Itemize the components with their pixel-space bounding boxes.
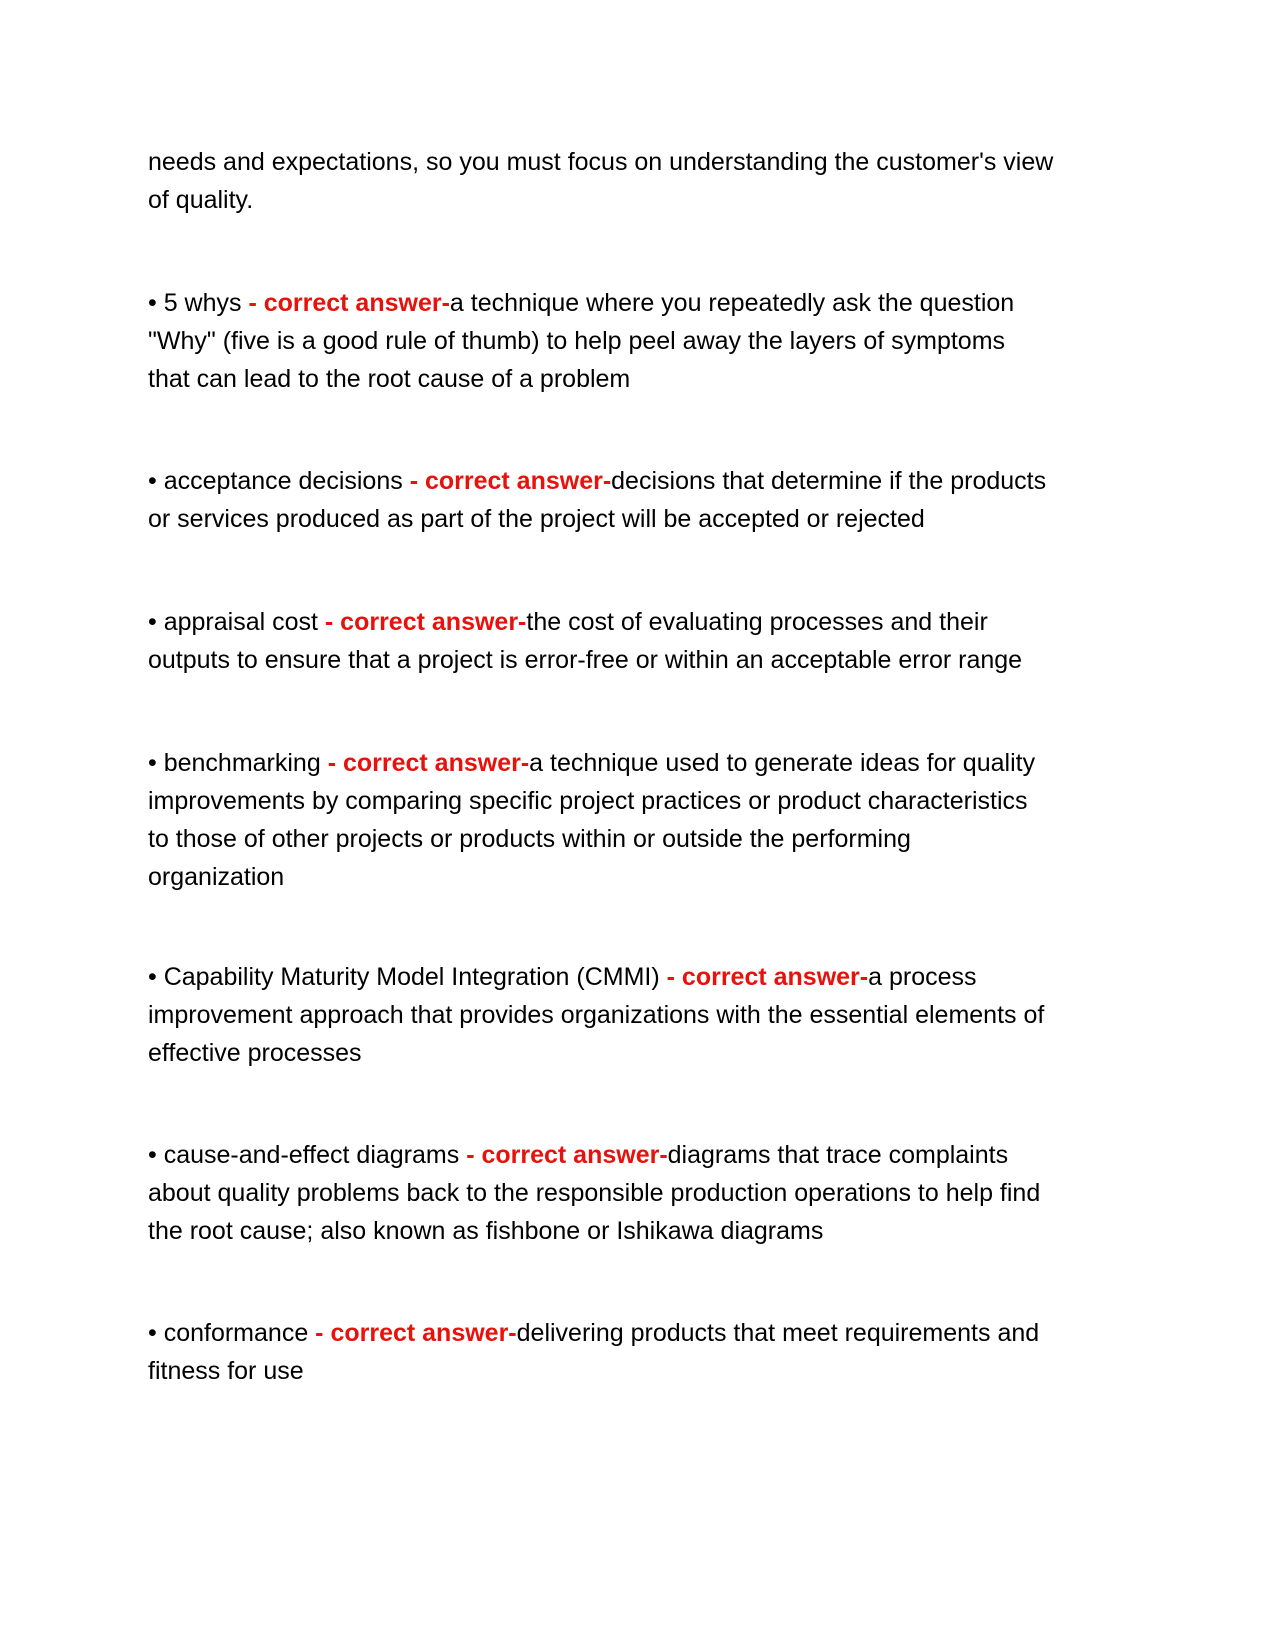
definition-line: improvement approach that provides organizations with the essential elements of — [148, 1001, 1045, 1029]
entry-definition: diagrams that trace complaints — [667, 1141, 1009, 1169]
glossary-entry-acceptance-decisions — [148, 462, 1133, 538]
text-line: of quality. — [148, 186, 254, 214]
entry-definition: a technique where you repeatedly ask the question — [449, 289, 1015, 317]
entry-term: • acceptance decisions — [148, 467, 410, 495]
definition-line: about quality problems back to the responsible production operations to help find — [148, 1179, 1041, 1207]
entry-term: • 5 whys — [148, 289, 249, 317]
definition-line: the root cause; also known as fishbone or Ishikawa diagrams — [148, 1217, 824, 1245]
entry-definition: a process — [868, 963, 977, 991]
entry-definition: delivering products that meet requirements and — [516, 1319, 1040, 1347]
answer-separator: - correct answer- — [315, 1319, 517, 1347]
definition-line: outputs to ensure that a project is error-free or within an acceptable error range — [148, 646, 1023, 674]
answer-separator: - correct answer- — [248, 289, 450, 317]
definition-line: improvements by comparing specific project practices or product characteristics — [148, 787, 1028, 815]
definition-line: that can lead to the root cause of a problem — [148, 365, 631, 393]
answer-separator: - correct answer- — [466, 1141, 668, 1169]
entry-definition: a technique used to generate ideas for quality — [529, 749, 1036, 777]
answer-separator: - correct answer- — [666, 963, 869, 991]
definition-line: fitness for use — [148, 1357, 304, 1385]
entry-term: • conformance — [148, 1319, 316, 1347]
answer-separator: - correct answer- — [409, 467, 612, 495]
entry-term: • cause-and-effect diagrams — [148, 1141, 467, 1169]
definition-line: to those of other projects or products within or outside the performing — [148, 825, 911, 853]
definition-line: effective processes — [148, 1039, 362, 1067]
glossary-entry-cause-and-effect-diagrams — [148, 1136, 1133, 1250]
glossary-entry-appraisal-cost — [148, 603, 1133, 679]
definition-line: "Why" (five is a good rule of thumb) to help peel away the layers of symptoms — [148, 327, 1006, 355]
answer-separator: - correct answer- — [324, 608, 527, 636]
definition-line: organization — [148, 863, 285, 891]
entry-term: • benchmarking — [148, 749, 328, 777]
text-line: needs and expectations, so you must focus on understanding the customer's view — [148, 148, 1054, 176]
glossary-entry-conformance — [148, 1314, 1133, 1390]
glossary-entry-cmmi — [148, 958, 1133, 1072]
intro-paragraph — [148, 143, 1133, 219]
entry-term: • Capability Maturity Model Integration (CMMI) — [148, 963, 667, 991]
glossary-entry-5-whys — [148, 284, 1133, 398]
answer-separator: - correct answer- — [327, 749, 530, 777]
glossary-entry-benchmarking — [148, 744, 1133, 896]
entry-definition: decisions that determine if the products — [611, 467, 1047, 495]
entry-term: • appraisal cost — [148, 608, 325, 636]
entry-definition: the cost of evaluating processes and their — [526, 608, 988, 636]
definition-line: or services produced as part of the project will be accepted or rejected — [148, 505, 925, 533]
